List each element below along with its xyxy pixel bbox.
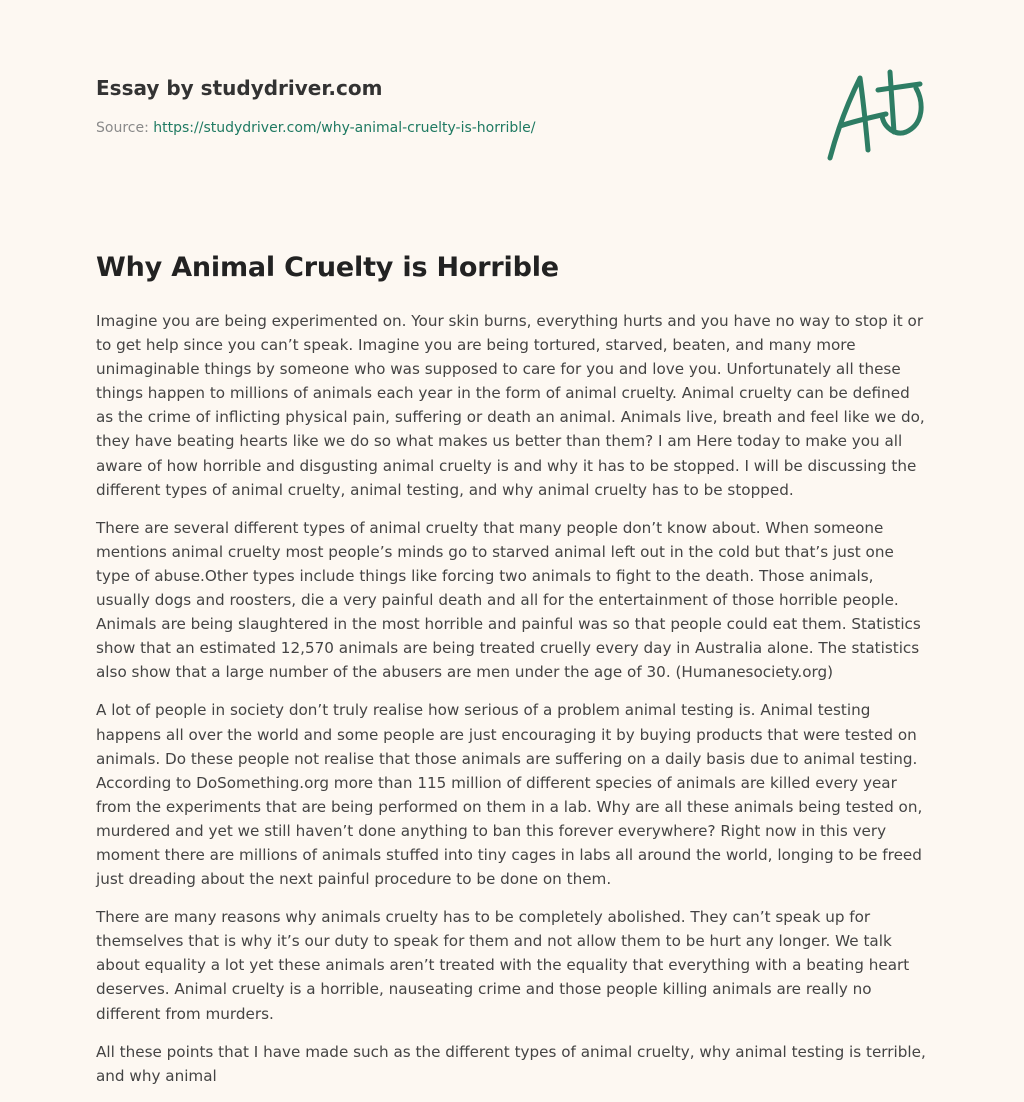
source-label: Source: xyxy=(96,120,149,136)
essay-paragraph: A lot of people in society don’t truly realise how serious of a problem animal testing is. Animal testing happens all over the world and some people are just encouraging it by buying products that were tested on animals. Do these people not realise that those animals are suffering on a daily basis due to animal testing. According to DoSomething.org more than 115 million of different species of animals are killed every year from the experiments that are being performed on them in a lab. Why are all these animals being tested on, murdered and yet we still haven’t done anything to ban this forever everywhere? Right now in this very moment there are millions of animals stuffed into tiny cages in labs all around the world, longing to be freed just dreading about the next painful procedure to be done on them. xyxy=(96,701,923,889)
source-link[interactable]: https://studydriver.com/why-animal-cruelty-is-horrible/ xyxy=(153,120,536,136)
essay-paragraph: All these points that I have made such as the different types of animal cruelty, why animal testing is terrible, and why animal xyxy=(96,1042,926,1085)
source-line xyxy=(96,120,796,136)
essay-paragraph: There are many reasons why animals cruelty has to be completely abolished. They can’t speak up for themselves that is why it’s our duty to speak for them and not allow them to be hurt any longer. We talk about equality a lot yet these animals aren’t treated with the equality that everything with a beating heart deserves. Animal cruelty is a horrible, nauseating crime and those people killing animals are really no different from murders. xyxy=(96,908,910,1023)
a-plus-logo-icon xyxy=(820,66,930,166)
essay-paragraph: Imagine you are being experimented on. Your skin burns, everything hurts and you have no way to stop it or to get help since you can’t speak. Imagine you are being tortured, starved, beaten, and many more unimaginable things by someone who was supposed to care for you and love you. Unfortunately all these things happen to millions of animals each year in the form of animal cruelty. Animal cruelty can be defined as the crime of inflicting physical pain, suffering or death an animal. Animals live, breath and feel like we do, they have beating hearts like we do so what makes us better than them? I am Here today to make you all aware of how horrible and disgusting animal cruelty is and why it has to be stopped. I will be discussing the different types of animal cruelty, animal testing, and why animal cruelty has to be stopped. xyxy=(96,312,925,499)
essay-paragraph: There are several different types of animal cruelty that many people don’t know about. When someone mentions animal cruelty most people’s minds go to starved animal left out in the cold but that’s just one type of abuse.Other types include things like forcing two animals to fight to the death. Those animals, usually dogs and roosters, die a very painful death and all for the entertainment of those horrible people. Animals are being slaughtered in the most horrible and painful was so that people could eat them. Statistics show that an estimated 12,570 animals are being treated cruelly every day in Australia alone. The statistics also show that a large number of the abusers are men under the age of 30. (Humanesociety.org) xyxy=(96,518,921,682)
site-title: Essay by studydriver.com xyxy=(96,76,383,100)
essay-title: Why Animal Cruelty is Horrible xyxy=(96,252,559,283)
essay-header xyxy=(96,76,796,136)
essay-body xyxy=(96,252,930,1102)
